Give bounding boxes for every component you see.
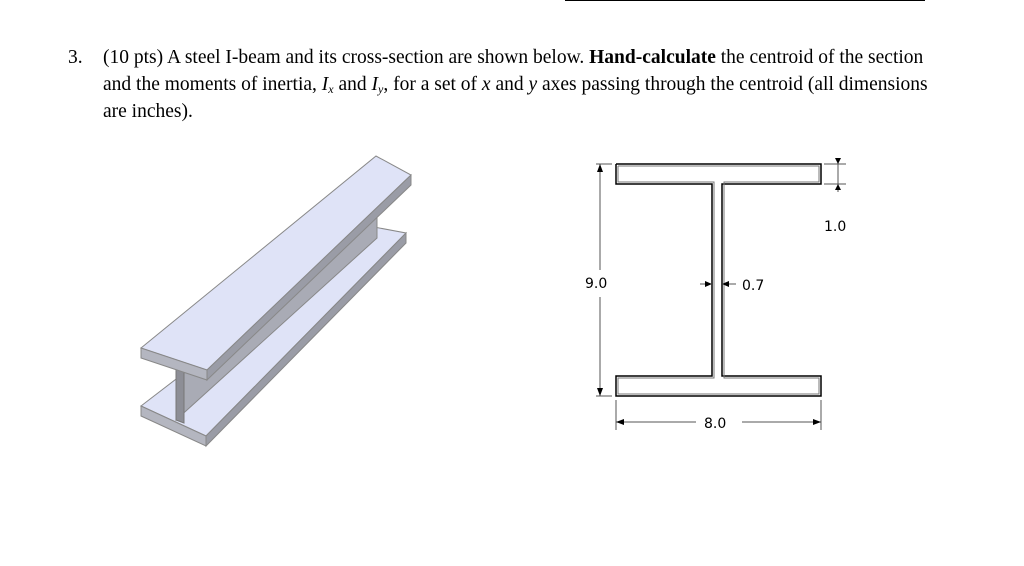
width-arrow-left: [616, 419, 624, 425]
cross-section-drawing: [585, 158, 846, 432]
question-number: 3.: [68, 47, 83, 68]
section-outline: [616, 164, 821, 396]
web-thickness-label: 0.7: [742, 278, 765, 294]
ix-symbol: $I_x$: [321, 74, 334, 96]
flange-arrow-top: [835, 158, 841, 164]
bold-instruction: Hand-calculate: [589, 47, 716, 68]
web-arrow-right: [722, 281, 729, 287]
x-symbol: x: [481, 74, 491, 95]
web-arrow-left: [705, 281, 712, 287]
width-arrow-right: [813, 419, 821, 425]
points: (10 pts): [103, 47, 164, 68]
iy-symbol: $I_y$: [371, 74, 384, 96]
text-part-1: A steel I-beam and its cross-section are shown below.: [166, 47, 585, 68]
height-arrow-bottom: [597, 388, 603, 396]
text-and-1: and: [338, 74, 367, 95]
flange-width-label: 8.0: [704, 416, 727, 432]
ibeam-3d-illustration: [141, 156, 411, 446]
height-arrow-top: [597, 164, 603, 172]
flange-thickness-label: 1.0: [824, 219, 847, 235]
section-inner-shadow: [618, 166, 819, 394]
height-label: 9.0: [585, 276, 608, 292]
text-and-2: and: [495, 74, 524, 95]
web-end: [176, 365, 184, 423]
text-part-3: , for a set of: [383, 74, 478, 95]
flange-arrow-bottom: [835, 184, 841, 190]
y-symbol: y: [528, 74, 538, 95]
text-part-4: axes passing through the centroid (all dimensions are inches).: [103, 74, 928, 122]
text-part-2: the centroid of the section and the moments of inertia,: [103, 47, 924, 95]
